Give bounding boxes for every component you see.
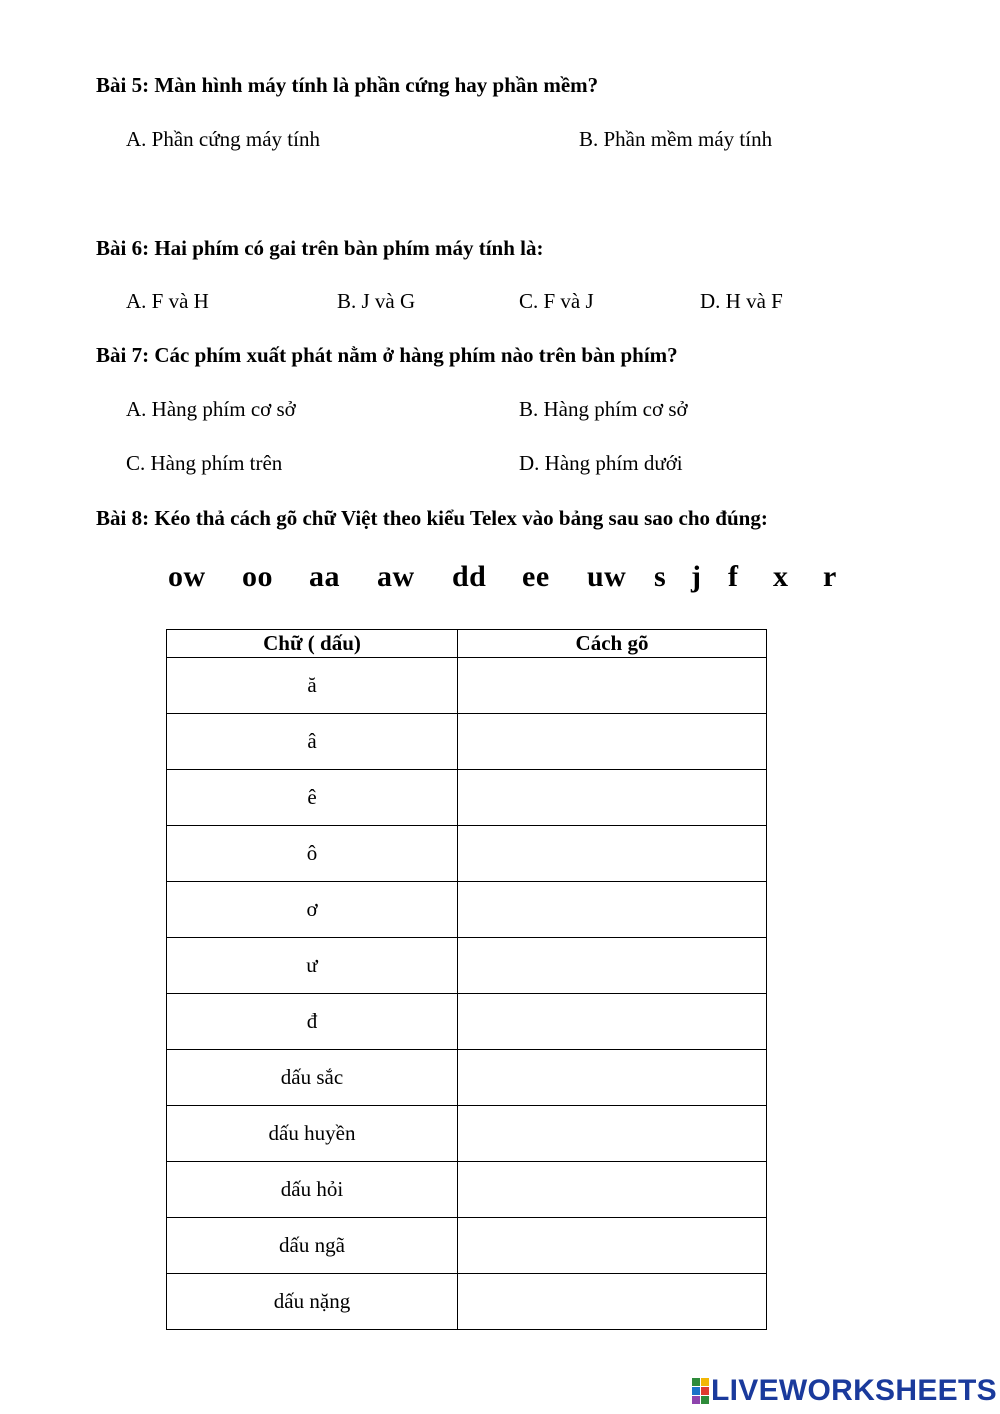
liveworksheets-logo [692,1374,997,1408]
drop-zone[interactable] [458,1218,767,1274]
q6-option-a[interactable]: A. F và H [126,289,209,313]
question-7-title: Bài 7: Các phím xuất phát nằm ở hàng phím nào trên bàn phím? [96,343,678,367]
header-typing: Cách gõ [458,630,767,658]
drop-zone[interactable] [458,714,767,770]
drop-zone[interactable] [458,1106,767,1162]
telex-table [166,629,767,1330]
drag-word-dd[interactable]: dd [452,560,487,593]
drop-zone[interactable] [458,1162,767,1218]
logo-mark-icon [692,1378,709,1404]
drop-zone[interactable] [458,770,767,826]
letter-cell: ê [167,770,458,826]
table-header-row [167,630,767,658]
q7-option-a[interactable]: A. Hàng phím cơ sở [126,397,296,421]
drop-zone[interactable] [458,658,767,714]
question-6-title: Bài 6: Hai phím có gai trên bàn phím máy tính là: [96,236,544,260]
table-row [167,1218,767,1274]
table-row [167,1274,767,1330]
q7-option-c[interactable]: C. Hàng phím trên [126,451,283,475]
letter-cell: dấu hỏi [167,1162,458,1218]
drag-word-oo[interactable]: oo [242,560,273,593]
letter-cell: dấu ngã [167,1218,458,1274]
drop-zone[interactable] [458,882,767,938]
letter-cell: â [167,714,458,770]
drag-word-s[interactable]: s [654,560,667,593]
drag-word-r[interactable]: r [823,560,837,593]
table-row [167,1162,767,1218]
question-5-title: Bài 5: Màn hình máy tính là phần cứng hay phần mềm? [96,73,599,97]
table-row [167,1106,767,1162]
drag-word-f[interactable]: f [728,560,739,593]
header-letter: Chữ ( dấu) [167,630,458,658]
drag-word-j[interactable]: j [691,560,702,593]
table-row [167,1050,767,1106]
q6-option-c[interactable]: C. F và J [519,289,594,313]
drag-word-uw[interactable]: uw [587,560,627,593]
question-8-title: Bài 8: Kéo thả cách gõ chữ Việt theo kiểu Telex vào bảng sau sao cho đúng: [96,506,768,530]
letter-cell: ă [167,658,458,714]
drag-word-ow[interactable]: ow [168,560,206,593]
drop-zone[interactable] [458,1050,767,1106]
drop-zone[interactable] [458,826,767,882]
q5-option-b[interactable]: B. Phần mềm máy tính [579,127,773,151]
drop-zone[interactable] [458,1274,767,1330]
drag-word-ee[interactable]: ee [522,560,550,593]
q6-option-d[interactable]: D. H và F [700,289,783,313]
table-row [167,658,767,714]
table-row [167,938,767,994]
drag-word-aa[interactable]: aa [309,560,340,593]
table-row [167,714,767,770]
drag-word-aw[interactable]: aw [377,560,415,593]
letter-cell: ơ [167,882,458,938]
letter-cell: dấu sắc [167,1050,458,1106]
letter-cell: dấu nặng [167,1274,458,1330]
q6-option-b[interactable]: B. J và G [337,289,416,313]
table-row [167,882,767,938]
letter-cell: đ [167,994,458,1050]
table-row [167,770,767,826]
table-row [167,826,767,882]
letter-cell: ô [167,826,458,882]
table-row [167,994,767,1050]
q7-option-d[interactable]: D. Hàng phím dưới [519,451,683,475]
q7-option-b[interactable]: B. Hàng phím cơ sở [519,397,688,421]
q5-option-a[interactable]: A. Phần cứng máy tính [126,127,320,151]
drop-zone[interactable] [458,994,767,1050]
drag-word-x[interactable]: x [773,560,789,593]
letter-cell: dấu huyền [167,1106,458,1162]
drop-zone[interactable] [458,938,767,994]
letter-cell: ư [167,938,458,994]
logo-text: LIVEWORKSHEETS [711,1374,997,1407]
